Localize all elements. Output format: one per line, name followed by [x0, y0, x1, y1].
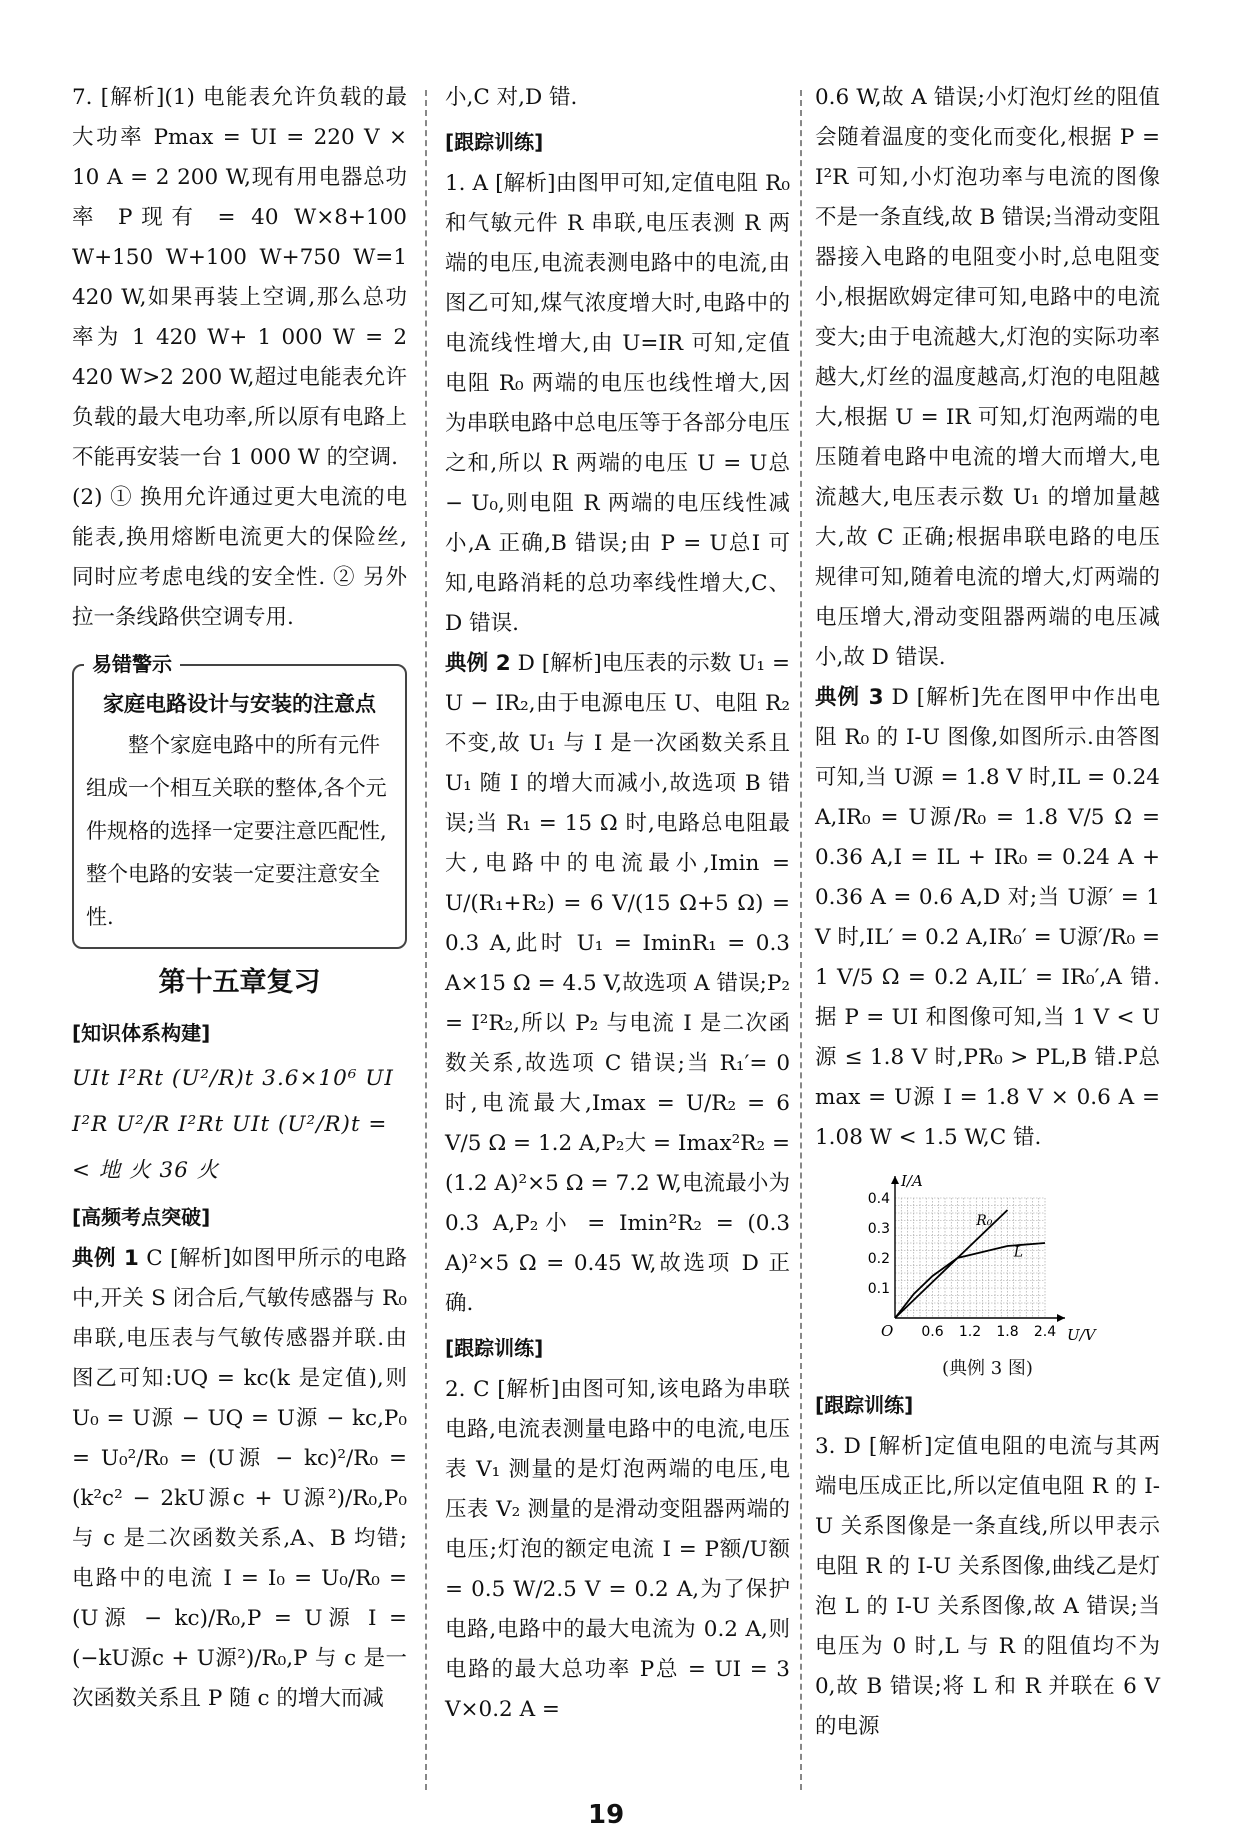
chapter-title: 第十五章复习 — [158, 967, 321, 998]
section-follow-2: [跟踪训练] — [445, 1336, 544, 1360]
example-2-label: 典例 2 — [445, 651, 511, 676]
warning-box — [72, 652, 407, 949]
answer-7-part1: 7. [解析](1) 电能表允许负载的最大功率 Pmax = UI = 220 V × 10 A = 2 200 W,现有用电器总功率 P现有 = 40 W×8+100 W+150 W+100 W+750 W=1 420 W,如果再装上空调,那么总功率为 1 420 W+ 1 000 W = 2 420 W>2 200 W,超过电能表允许负载的最大电功率,所以原有电路上不能再安装一台 1 000 W 的空调. — [72, 85, 407, 470]
series-label: R₀ — [976, 1213, 993, 1229]
page-number: 19 — [588, 1800, 625, 1830]
example-1-continued: 小,C 对,D 错. — [445, 85, 578, 110]
knowledge-line-1: UIt I²Rt (U²/R)t 3.6×10⁶ UI — [72, 1066, 394, 1091]
y-tick-label: 0.2 — [867, 1251, 890, 1267]
example-1 — [72, 1239, 407, 1719]
x-tick-label: 1.8 — [996, 1324, 1019, 1340]
section-points: [高频考点突破] — [72, 1205, 211, 1229]
example-2 — [445, 644, 790, 1324]
x-tick-label: 0.6 — [921, 1324, 944, 1340]
training-2-continued: 0.6 W,故 A 错误;小灯泡灯丝的阻值会随着温度的变化而变化,根据 P = I²R 可知,小灯泡功率与电流的图像不是一条直线,故 B 错误;当滑动变阻器接入电路的电阻变小时,总电阻变小,根据欧姆定律可知,电路中的电流变大;由于电流越大,灯泡的实际功率越大,灯丝的温度越高,灯泡的电阻越大,根据 U = IR 可知,灯泡两端的电压随着电路中电流的增大而增大,电流越大,电压表示数 U₁ 的增加量越大,故 C 正确;根据串联电路的电压规律可知,随着电流的增大,灯两端的电压增大,滑动变阻器两端的电压减小,故 D 错误. — [815, 85, 1160, 670]
i-u-chart — [855, 1168, 1096, 1353]
section-follow: [跟踪训练] — [445, 130, 544, 154]
y-axis-arrow — [891, 1176, 899, 1184]
x-axis-label: U/V — [1067, 1326, 1096, 1344]
column-left — [72, 78, 407, 1719]
example-3-text: D [解析]先在图甲中作出电阻 R₀ 的 I-U 图像,如图所示.由答图可知,当 U源 = 1.8 V 时,IL = 0.24 A,IR₀ = U源/R₀ = 1.8 V/5 Ω = 0.36 A,I = IL + IR₀ = 0.24 A + 0.36 A = 0.6 A,D 对;当 U源′ = 1 V 时,IL′ = 0.2 A,IR₀′ = U源′/R₀ = 1 V/5 Ω = 0.2 A,IL′ = IR₀′,A 错.据 P = UI 和图像可知,当 1 V < U源 ≤ 1.8 V 时,PR₀ > PL,B 错.P总max = U源 I = 1.8 V × 0.6 A = 1.08 W < 1.5 W,C 错. — [815, 685, 1160, 1150]
warning-tag: 易错警示 — [84, 650, 180, 678]
y-axis-label: I/A — [901, 1172, 923, 1190]
column-divider — [800, 90, 802, 1790]
knowledge-line-2: I²R U²/R I²Rt UIt (U²/R)t = — [72, 1112, 388, 1137]
example-2-text: D [解析]电压表的示数 U₁ = U − IR₂,由于电源电压 U、电阻 R₂ 不变,故 U₁ 与 I 是一次函数关系且 U₁ 随 I 的增大而减小,故选项 B 错误;当 R₁ = 15 Ω 时,电路总电阻最大,电路中的电流最小,Imin = U/(R₁+R₂) = 6 V/(15 Ω+5 Ω) = 0.3 A,此时 U₁ = IminR₁ = 0.3 A×15 Ω = 4.5 V,故选项 A 错误;P₂ = I²R₂,所以 P₂ 与电流 I 是二次函数关系,故选项 C 错误;当 R₁′= 0 时,电流最大,Imax = U/R₂ = 6 V/5 Ω = 1.2 A,P₂大 = Imax²R₂ = (1.2 A)²×5 Ω = 7.2 W,电流最小为 0.3 A,P₂小 = Imin²R₂ = (0.3 A)²×5 Ω = 0.45 W,故选项 D 正确. — [445, 651, 790, 1316]
column-divider — [425, 90, 427, 1790]
x-tick-label: 1.2 — [958, 1324, 982, 1340]
x-tick-label: 2.4 — [1033, 1324, 1057, 1340]
section-knowledge: [知识体系构建] — [72, 1021, 211, 1045]
column-middle — [445, 78, 790, 1730]
x-axis-arrow — [1057, 1314, 1065, 1322]
example-1-text: C [解析]如图甲所示的电路中,开关 S 闭合后,气敏传感器与 R₀ 串联,电压表与气敏传感器并联.由图乙可知:UQ = kc(k 是定值),则 U₀ = U源 − UQ = U源 − kc,P₀ = U₀²/R₀ = (U源 − kc)²/R₀ = (k²c² − 2kU源c + U源²)/R₀,P₀ 与 c 是二次函数关系,A、B 均错;电路中的电流 I = I₀ = U₀/R₀ = (U源 − kc)/R₀,P = U源 I = (−kU源c + U源²)/R₀,P 与 c 是一次函数关系且 P 随 c 的增大而减 — [72, 1246, 407, 1711]
chart-caption: (典例 3 图) — [942, 1358, 1033, 1379]
answer-7-part2: (2) ① 换用允许通过更大电流的电能表,换用熔断电流更大的保险丝,同时应考虑电线的安全性. ② 另外拉一条线路供空调专用. — [72, 485, 407, 630]
training-3: 3. D [解析]定值电阻的电流与其两端电压成正比,所以定值电阻 R 的 I-U 关系图像是一条直线,所以甲表示电阻 R 的 I-U 关系图像,曲线乙是灯泡 L 的 I-U 关系图像,故 A 错误;当电压为 0 时,L 与 R 的阻值均不为 0,故 B 错误;将 L 和 R 并联在 6 V 的电源 — [815, 1434, 1160, 1739]
training-1: 1. A [解析]由图甲可知,定值电阻 R₀ 和气敏元件 R 串联,电压表测 R 两端的电压,电流表测电路中的电流,由图乙可知,煤气浓度增大时,电路中的电流线性增大,由 U=IR 可知,定值电阻 R₀ 两端的电压也线性增大,因为串联电路中总电压等于各部分电压之和,所以 R 两端的电压 U = U总 − U₀,则电阻 R 两端的电压线性减小,A 正确,B 错误;由 P = U总I 可知,电路消耗的总功率线性增大,C、D 错误. — [445, 171, 790, 636]
y-tick-label: 0.4 — [867, 1191, 890, 1207]
section-follow-3: [跟踪训练] — [815, 1393, 914, 1417]
warning-body: 整个家庭电路中的所有元件组成一个相互关联的整体,各个元件规格的选择一定要注意匹配性,整个电路的安装一定要注意安全性. — [86, 733, 387, 929]
y-tick-label: 0.1 — [867, 1281, 890, 1297]
training-2: 2. C [解析]由图可知,该电路为串联电路,电流表测量电路中的电流,电压表 V₁ 测量的是灯泡两端的电压,电压表 V₂ 测量的是滑动变阻器两端的电压;灯泡的额定电流 I = P额/U额 = 0.5 W/2.5 V = 0.2 A,为了保护电路,电路中的最大电流为 0.2 A,则电路的最大总功率 P总 = UI = 3 V×0.2 A = — [445, 1377, 790, 1722]
example-3 — [815, 678, 1160, 1158]
example-3-label: 典例 3 — [815, 685, 884, 710]
series-label: L — [1013, 1244, 1024, 1261]
origin-label: O — [881, 1322, 894, 1340]
example-1-label: 典例 1 — [72, 1246, 139, 1271]
y-tick-label: 0.3 — [867, 1221, 890, 1237]
knowledge-line-3: < 地 火 36 火 — [72, 1158, 220, 1183]
warning-title: 家庭电路设计与安装的注意点 — [103, 692, 376, 716]
column-right — [815, 78, 1160, 1747]
